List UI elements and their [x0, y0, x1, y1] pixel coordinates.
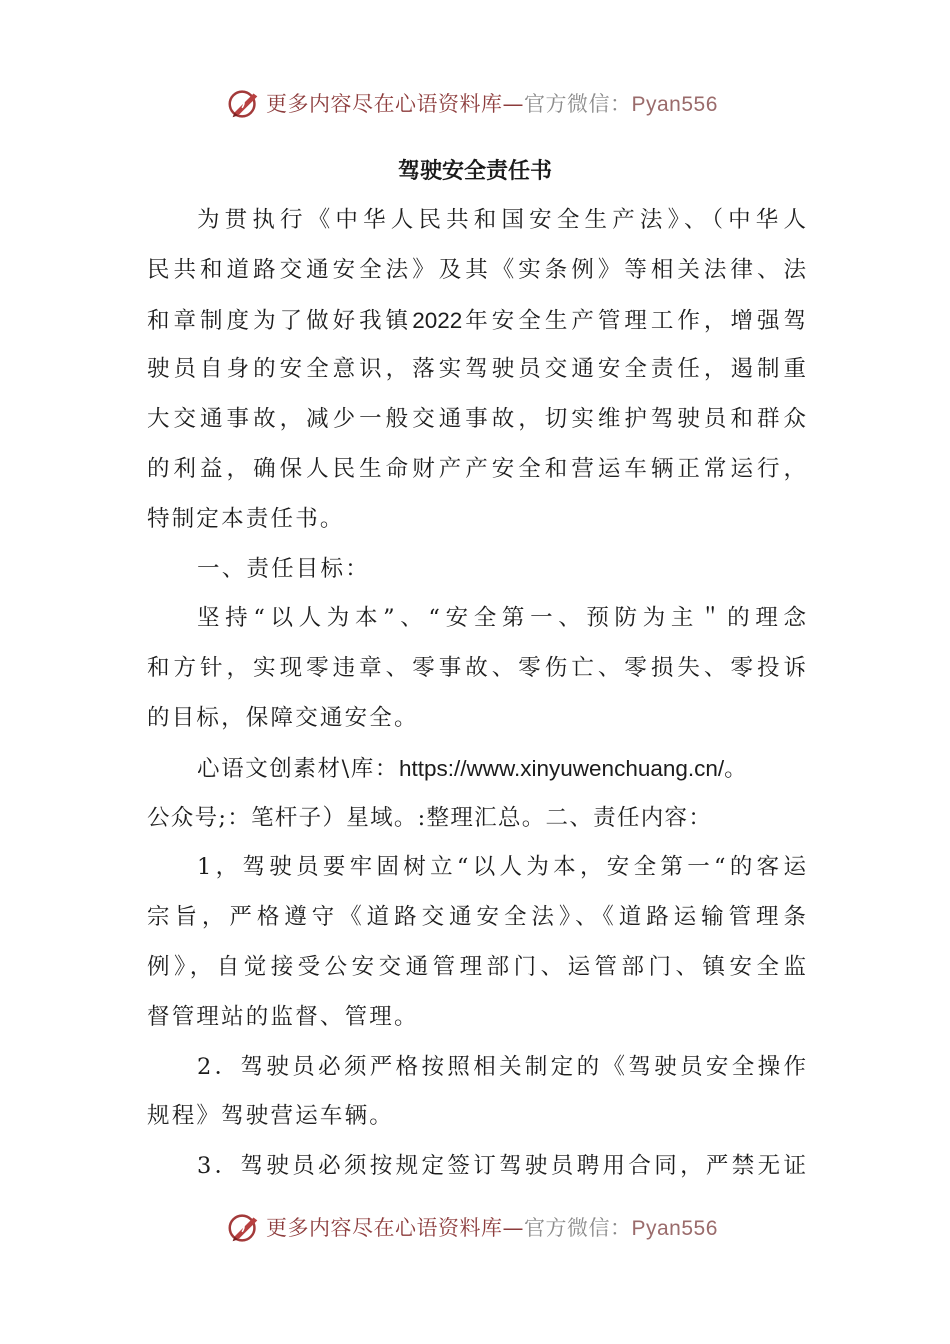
paragraph-line: 例》，自觉接受公安交通管理部门、运管部门、镇安全监: [147, 953, 807, 980]
paragraph-line: 公众号;：笔杆子）星域。:整理汇总。二、责任内容：: [147, 804, 713, 831]
source-line: [147, 744, 807, 794]
paragraph-line: 和方针，实现零违章、零事故、零伤亡、零损失、零投诉: [147, 655, 807, 682]
section-heading: 一、责任目标：: [197, 555, 370, 582]
paragraph-line: 2．驾驶员必须严格按照相关制定的《驾驶员安全操作: [197, 1053, 807, 1080]
paragraph-line: 宗旨，严格遵守《道路交通安全法》、《道路运输管理条: [147, 904, 807, 931]
paragraph-line: 坚持“以人为本”、“安全第一、预防为主＂的理念: [197, 605, 807, 632]
source-period: 。: [724, 755, 749, 782]
paragraph-line: [147, 296, 807, 346]
document-title: 驾驶安全责任书: [397, 158, 552, 184]
watermark-wechat-label: 官方微信：: [524, 1216, 632, 1240]
source-label: 心语文创素材\库：: [197, 755, 399, 782]
watermark-text: [266, 91, 718, 118]
watermark-main-text: 更多内容尽在心语资料库: [266, 1216, 503, 1240]
line-text: 和章制度为了做好我镇2022年安全生产管理工作，增强驾: [147, 307, 807, 334]
paragraph-line: 的目标，保障交通安全。: [147, 704, 419, 731]
paragraph-line: 1，驾驶员要牢固树立“以人为本，安全第一“的客运: [197, 854, 807, 881]
watermark-dash: —: [502, 1216, 524, 1240]
document-body: [147, 196, 807, 1192]
paragraph-line: 规程》驾驶营运车辆。: [147, 1103, 395, 1130]
watermark-main-text: 更多内容尽在心语资料库: [266, 92, 503, 116]
paragraph-line: 的利益，确保人民生命财产产安全和营运车辆正常运行，: [147, 455, 807, 482]
watermark-wechat-id: Pyan556: [631, 1217, 718, 1240]
header-watermark-banner: [0, 79, 950, 129]
paragraph-line: 特制定本责任书。: [147, 505, 345, 532]
paragraph-line: 大交通事故，减少一般交通事故，切实维护驾驶员和群众: [147, 406, 807, 433]
watermark-wechat-label: 官方微信：: [524, 92, 632, 116]
watermark-wechat-id: Pyan556: [631, 93, 718, 116]
pen-logo-icon: [225, 1209, 263, 1247]
watermark-text: [266, 1215, 718, 1242]
paragraph-line: 为贯执行《中华人民共和国安全生产法》、（中华人: [197, 207, 807, 233]
paragraph-line: 督管理站的监督、管理。: [147, 1003, 419, 1030]
source-url: https://www.xinyuwenchuang.cn/: [398, 755, 725, 781]
paragraph-line: 3．驾驶员必须按规定签订驾驶员聘用合同，严禁无证: [197, 1153, 807, 1180]
pen-logo-icon: [225, 85, 263, 123]
year-number: 2022: [412, 307, 463, 333]
paragraph-line: 民共和道路交通安全法》及其《实条例》等相关法律、法: [147, 256, 807, 283]
paragraph-line: 驶员自身的安全意识，落实驾驶员交通安全责任，遏制重: [147, 356, 807, 383]
footer-watermark-banner: [0, 1203, 950, 1253]
watermark-dash: —: [502, 92, 524, 116]
